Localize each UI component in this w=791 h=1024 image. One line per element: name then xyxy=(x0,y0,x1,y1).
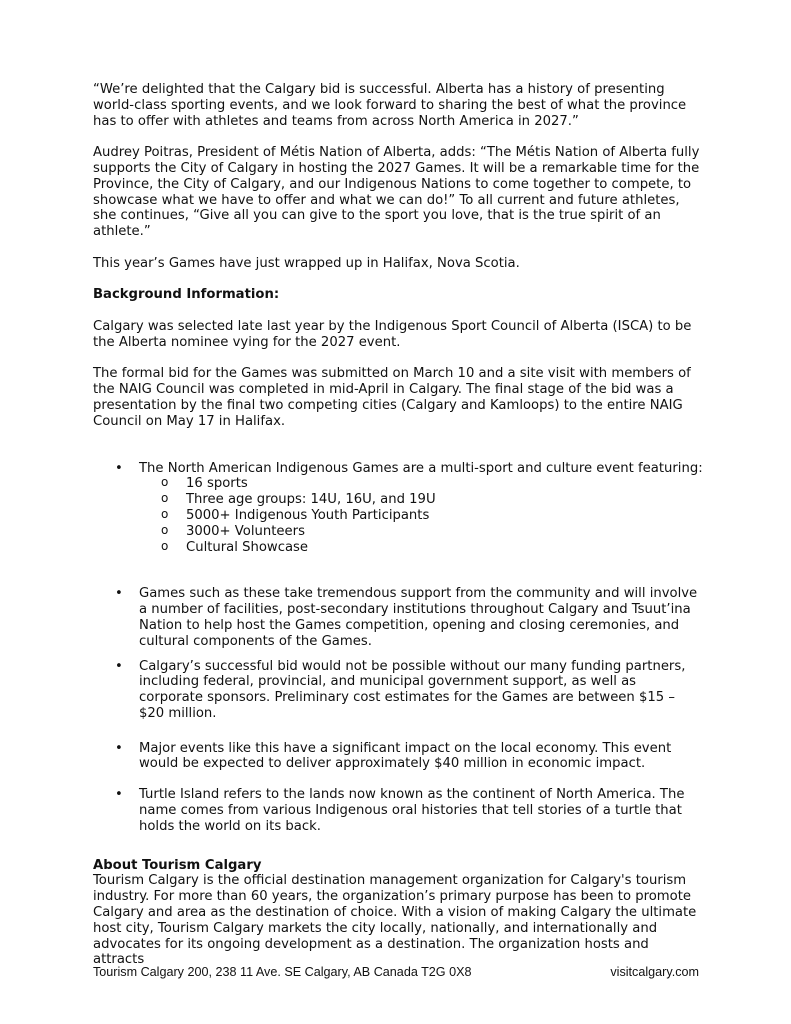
list-item: o 3000+ Volunteers xyxy=(139,524,703,540)
list-item xyxy=(93,659,703,722)
background-paragraph-1: Calgary was selected late last year by the Indigenous Sport Council of Alberta (ISCA) to be the Alberta nominee vying for the 2027 event. xyxy=(93,318,692,350)
bullet-turtle-island: Turtle Island refers to the lands now known as the continent of North America. The name comes from various Indigenous oral histories that tell stories of a turtle that holds the world on its back. xyxy=(139,787,685,834)
document-body xyxy=(93,82,703,968)
list-item xyxy=(93,461,703,556)
bullet-community-support: Games such as these take tremendous support from the community and will involve a number of facilities, post-secondary institutions throughout Calgary and Tsuut’ina Nation to help host the Games competition, opening and closing ceremonies, and cultural components of the Games. xyxy=(139,586,698,649)
fact-bullet-list xyxy=(93,461,703,835)
about-heading: About Tourism Calgary xyxy=(93,857,262,873)
list-item: o 5000+ Indigenous Youth Participants xyxy=(139,508,703,524)
about-paragraph: Tourism Calgary is the official destination management organization for Calgary's tourism industry. For more than 60 years, the organization’s primary purpose has been to promote Calgary and area as the destination of choice. With a vision of making Calgary the ultimate host city, Tourism Calgary markets the city locally, nationally, and internationally and advocates for its ongoing development as a destination. The organization hosts and attracts xyxy=(93,873,697,968)
page-footer xyxy=(93,965,699,979)
background-heading: Background Information: xyxy=(93,287,280,303)
footer-website[interactable]: visitcalgary.com xyxy=(610,965,699,979)
poitras-paragraph: Audrey Poitras, President of Métis Nation of Alberta, adds: “The Métis Nation of Alberta fully supports the City of Calgary in hosting the 2027 Games. It will be a remarkable time for the Province, the City of Calgary, and our Indigenous Nations to come together to compete, to showcase what we have to offer and what we can do!” To all current and future athletes, she continues, “Give all you can give to the sport you love, that is the true spirit of an athlete.” xyxy=(93,145,700,240)
quote-paragraph: “We’re delighted that the Calgary bid is successful. Alberta has a history of presenting world-class sporting events, and we look forward to sharing the best of what the province has to offer with athletes and teams from across North America in 2027.” xyxy=(93,82,687,129)
bullet-economic-impact: Major events like this have a significant impact on the local economy. This event would be expected to deliver approximately $40 million in economic impact. xyxy=(139,740,672,772)
halifax-paragraph: This year’s Games have just wrapped up in Halifax, Nova Scotia. xyxy=(93,255,520,271)
list-item: o Three age groups: 14U, 16U, and 19U xyxy=(139,492,703,508)
list-item: o Cultural Showcase xyxy=(139,540,703,556)
list-item: o 16 sports xyxy=(139,476,703,492)
list-item xyxy=(93,741,703,773)
background-paragraph-2: The formal bid for the Games was submitted on March 10 and a site visit with members of the NAIG Council was completed in mid-April in Calgary. The final stage of the bid was a presentation by the final two competing cities (Calgary and Kamloops) to the entire NAIG Council on May 17 in Halifax. xyxy=(93,366,691,429)
games-features-list xyxy=(139,476,703,555)
list-item xyxy=(93,787,703,834)
footer-address: Tourism Calgary 200, 238 11 Ave. SE Calgary, AB Canada T2G 0X8 xyxy=(93,965,472,979)
bullet-funding-partners: Calgary’s successful bid would not be possible without our many funding partners, including federal, provincial, and municipal government support, as well as corporate sponsors. Preliminary cost estimates for the Games are between $15 – $20 million. xyxy=(139,658,686,721)
list-item xyxy=(93,586,703,649)
bullet-games-overview: The North American Indigenous Games are a multi-sport and culture event featuring: xyxy=(139,460,703,476)
